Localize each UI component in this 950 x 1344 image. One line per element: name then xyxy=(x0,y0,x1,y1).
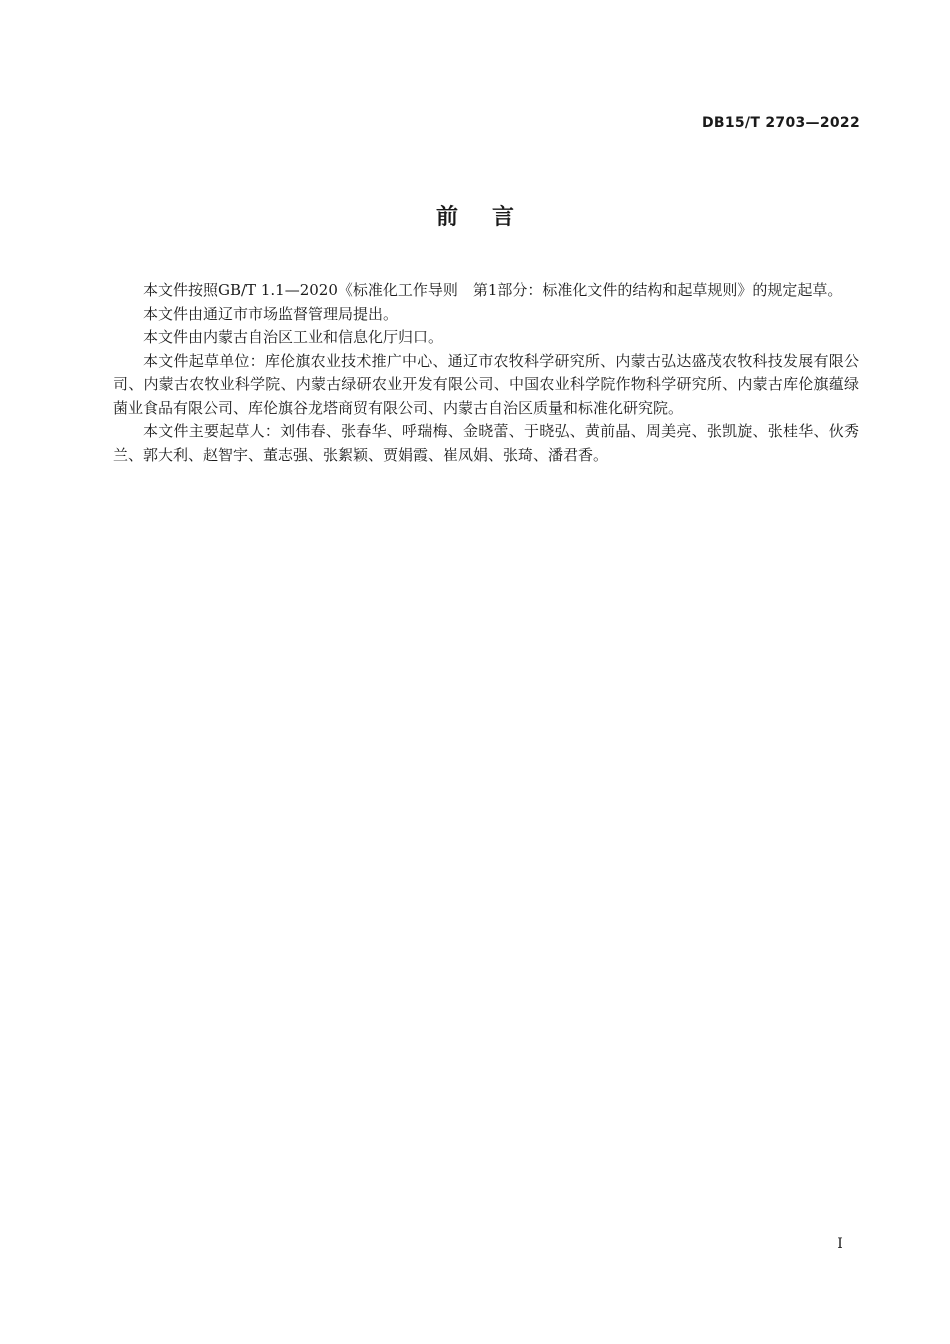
foreword-body xyxy=(113,279,859,467)
paragraph-drafting-rules: 本文件按照GB/T 1.1—2020《标准化工作导则 第1部分：标准化文件的结构和起草规则》的规定起草。 xyxy=(143,281,843,299)
page-title: 前言 xyxy=(435,205,548,230)
paragraph-drafting-units: 本文件起草单位：库伦旗农业技术推广中心、通辽市农牧科学研究所、内蒙古弘达盛茂农牧科技发展有限公司、内蒙古农牧业科学院、内蒙古绿研农业开发有限公司、中国农业科学院作物科学研究所、内蒙古库伦旗蕴绿菌业食品有限公司、库伦旗谷龙塔商贸有限公司、内蒙古自治区质量和标准化研究院。 xyxy=(113,351,859,417)
paragraph-proposer: 本文件由通辽市市场监督管理局提出。 xyxy=(143,304,399,323)
paragraph-centralized-unit: 本文件由内蒙古自治区工业和信息化厅归口。 xyxy=(143,328,444,346)
page-number: I xyxy=(837,1236,843,1252)
document-code: DB15/T 2703—2022 xyxy=(701,115,860,131)
paragraph-main-drafters: 本文件主要起草人：刘伟春、张春华、呼瑞梅、金晓蕾、于晓弘、黄前晶、周美亮、张凯旋、张桂华、伙秀兰、郭大利、赵智宇、董志强、张絮颖、贾娟霞、崔凤娟、张琦、潘君香。 xyxy=(113,422,859,464)
